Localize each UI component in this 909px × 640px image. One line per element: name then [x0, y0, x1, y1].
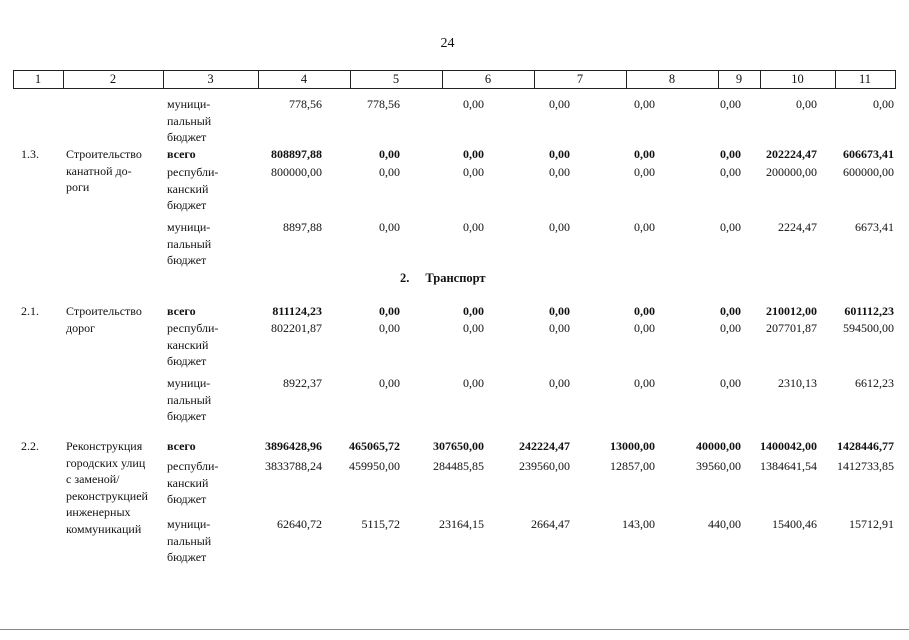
- value-cell: 40000,00: [696, 439, 741, 453]
- value-cell: 0,00: [720, 376, 741, 390]
- funding-source: всего: [167, 439, 196, 453]
- value-cell: 0,00: [720, 97, 741, 111]
- value-cell: 0,00: [379, 321, 400, 335]
- value-cell: 465065,72: [349, 439, 400, 453]
- value-cell: 0,00: [463, 376, 484, 390]
- value-cell: 0,00: [720, 304, 741, 318]
- header-cell: 11: [858, 72, 872, 86]
- value-cell: 1400042,00: [760, 439, 817, 453]
- value-cell: 0,00: [634, 165, 655, 179]
- value-cell: 0,00: [379, 376, 400, 390]
- value-cell: 0,00: [634, 304, 655, 318]
- value-cell: 0,00: [634, 97, 655, 111]
- value-cell: 8922,37: [283, 376, 322, 390]
- value-cell: 210012,00: [766, 304, 817, 318]
- row-number: 1.3.: [21, 147, 39, 161]
- header-cell: 5: [392, 72, 400, 86]
- value-cell: 0,00: [873, 97, 894, 111]
- value-cell: 143,00: [622, 517, 655, 531]
- value-cell: 0,00: [379, 165, 400, 179]
- funding-source: муници- пальный бюджет: [167, 97, 212, 144]
- value-cell: 13000,00: [610, 439, 655, 453]
- value-cell: 0,00: [463, 321, 484, 335]
- page-bottom-rule: [0, 629, 909, 630]
- funding-source: всего: [167, 147, 196, 161]
- value-cell: 6673,41: [855, 220, 894, 234]
- value-cell: 0,00: [549, 97, 570, 111]
- value-cell: 0,00: [549, 376, 570, 390]
- value-cell: 0,00: [463, 147, 484, 161]
- value-cell: 778,56: [367, 97, 400, 111]
- page-number: 24: [440, 36, 455, 51]
- value-cell: 8897,88: [283, 220, 322, 234]
- row-name: Реконструкция городских улиц с заменой/ реконструкцией инженерных коммуникаций: [66, 439, 148, 536]
- value-cell: 207701,87: [766, 321, 817, 335]
- value-cell: 0,00: [379, 220, 400, 234]
- value-cell: 0,00: [549, 220, 570, 234]
- value-cell: 0,00: [463, 304, 484, 318]
- value-cell: 2310,13: [778, 376, 817, 390]
- section-name: Транспорт: [425, 271, 486, 285]
- value-cell: 0,00: [463, 97, 484, 111]
- value-cell: 459950,00: [349, 459, 400, 473]
- header-cell: 1: [34, 72, 42, 86]
- value-cell: 307650,00: [433, 439, 484, 453]
- header-cell: 4: [300, 72, 308, 86]
- value-cell: 0,00: [549, 321, 570, 335]
- header-bottom-rule: [13, 88, 895, 89]
- value-cell: 440,00: [708, 517, 741, 531]
- header-cell: 8: [668, 72, 676, 86]
- funding-source: всего: [167, 304, 196, 318]
- value-cell: 0,00: [720, 321, 741, 335]
- value-cell: 0,00: [720, 147, 741, 161]
- value-cell: 778,56: [289, 97, 322, 111]
- value-cell: 0,00: [720, 220, 741, 234]
- value-cell: 62640,72: [277, 517, 322, 531]
- value-cell: 2224,47: [778, 220, 817, 234]
- value-cell: 3833788,24: [265, 459, 322, 473]
- value-cell: 594500,00: [843, 321, 894, 335]
- header-cell: 6: [484, 72, 492, 86]
- value-cell: 2664,47: [531, 517, 570, 531]
- value-cell: 0,00: [634, 147, 655, 161]
- value-cell: 811124,23: [272, 304, 322, 318]
- row-number: 2.2.: [21, 439, 39, 453]
- header-cell: 7: [576, 72, 584, 86]
- value-cell: 239560,00: [519, 459, 570, 473]
- value-cell: 600000,00: [843, 165, 894, 179]
- funding-source: республи- канский бюджет: [167, 165, 219, 212]
- value-cell: 802201,87: [271, 321, 322, 335]
- row-number: 2.1.: [21, 304, 39, 318]
- funding-source: республи- канский бюджет: [167, 321, 219, 368]
- funding-source: республи- канский бюджет: [167, 459, 219, 506]
- value-cell: 0,00: [549, 147, 570, 161]
- value-cell: 606673,41: [843, 147, 894, 161]
- value-cell: 0,00: [634, 220, 655, 234]
- value-cell: 0,00: [463, 165, 484, 179]
- value-cell: 6612,23: [855, 376, 894, 390]
- section-number: 2.: [400, 271, 410, 285]
- value-cell: 0,00: [379, 304, 400, 318]
- value-cell: 242224,47: [519, 439, 570, 453]
- value-cell: 202224,47: [766, 147, 817, 161]
- value-cell: 12857,00: [610, 459, 655, 473]
- row-name: Строительство дорог: [66, 304, 142, 335]
- header-separator: [895, 70, 896, 89]
- value-cell: 0,00: [549, 304, 570, 318]
- header-cell: 3: [207, 72, 214, 86]
- value-cell: 1384641,54: [760, 459, 817, 473]
- value-cell: 0,00: [463, 220, 484, 234]
- value-cell: 0,00: [549, 165, 570, 179]
- value-cell: 1428446,77: [837, 439, 894, 453]
- value-cell: 15712,91: [849, 517, 894, 531]
- funding-source: муници- пальный бюджет: [167, 376, 212, 423]
- value-cell: 800000,00: [271, 165, 322, 179]
- value-cell: 39560,00: [696, 459, 741, 473]
- header-cell: 9: [735, 72, 743, 86]
- value-cell: 23164,15: [439, 517, 484, 531]
- value-cell: 0,00: [634, 321, 655, 335]
- value-cell: 1412733,85: [837, 459, 894, 473]
- header-cell: 10: [791, 72, 804, 86]
- value-cell: 3896428,96: [265, 439, 322, 453]
- value-cell: 15400,46: [772, 517, 817, 531]
- section-title: [400, 271, 502, 286]
- value-cell: 0,00: [379, 147, 400, 161]
- value-cell: 0,00: [634, 376, 655, 390]
- value-cell: 0,00: [720, 165, 741, 179]
- funding-source: муници- пальный бюджет: [167, 517, 212, 564]
- value-cell: 200000,00: [766, 165, 817, 179]
- row-name: Строительство канатной до- роги: [66, 147, 142, 194]
- value-cell: 284485,85: [433, 459, 484, 473]
- header-cell: 2: [109, 72, 117, 86]
- value-cell: 601112,23: [844, 304, 894, 318]
- value-cell: 808897,88: [271, 147, 322, 161]
- value-cell: 5115,72: [361, 517, 400, 531]
- funding-source: муници- пальный бюджет: [167, 220, 212, 267]
- value-cell: 0,00: [796, 97, 817, 111]
